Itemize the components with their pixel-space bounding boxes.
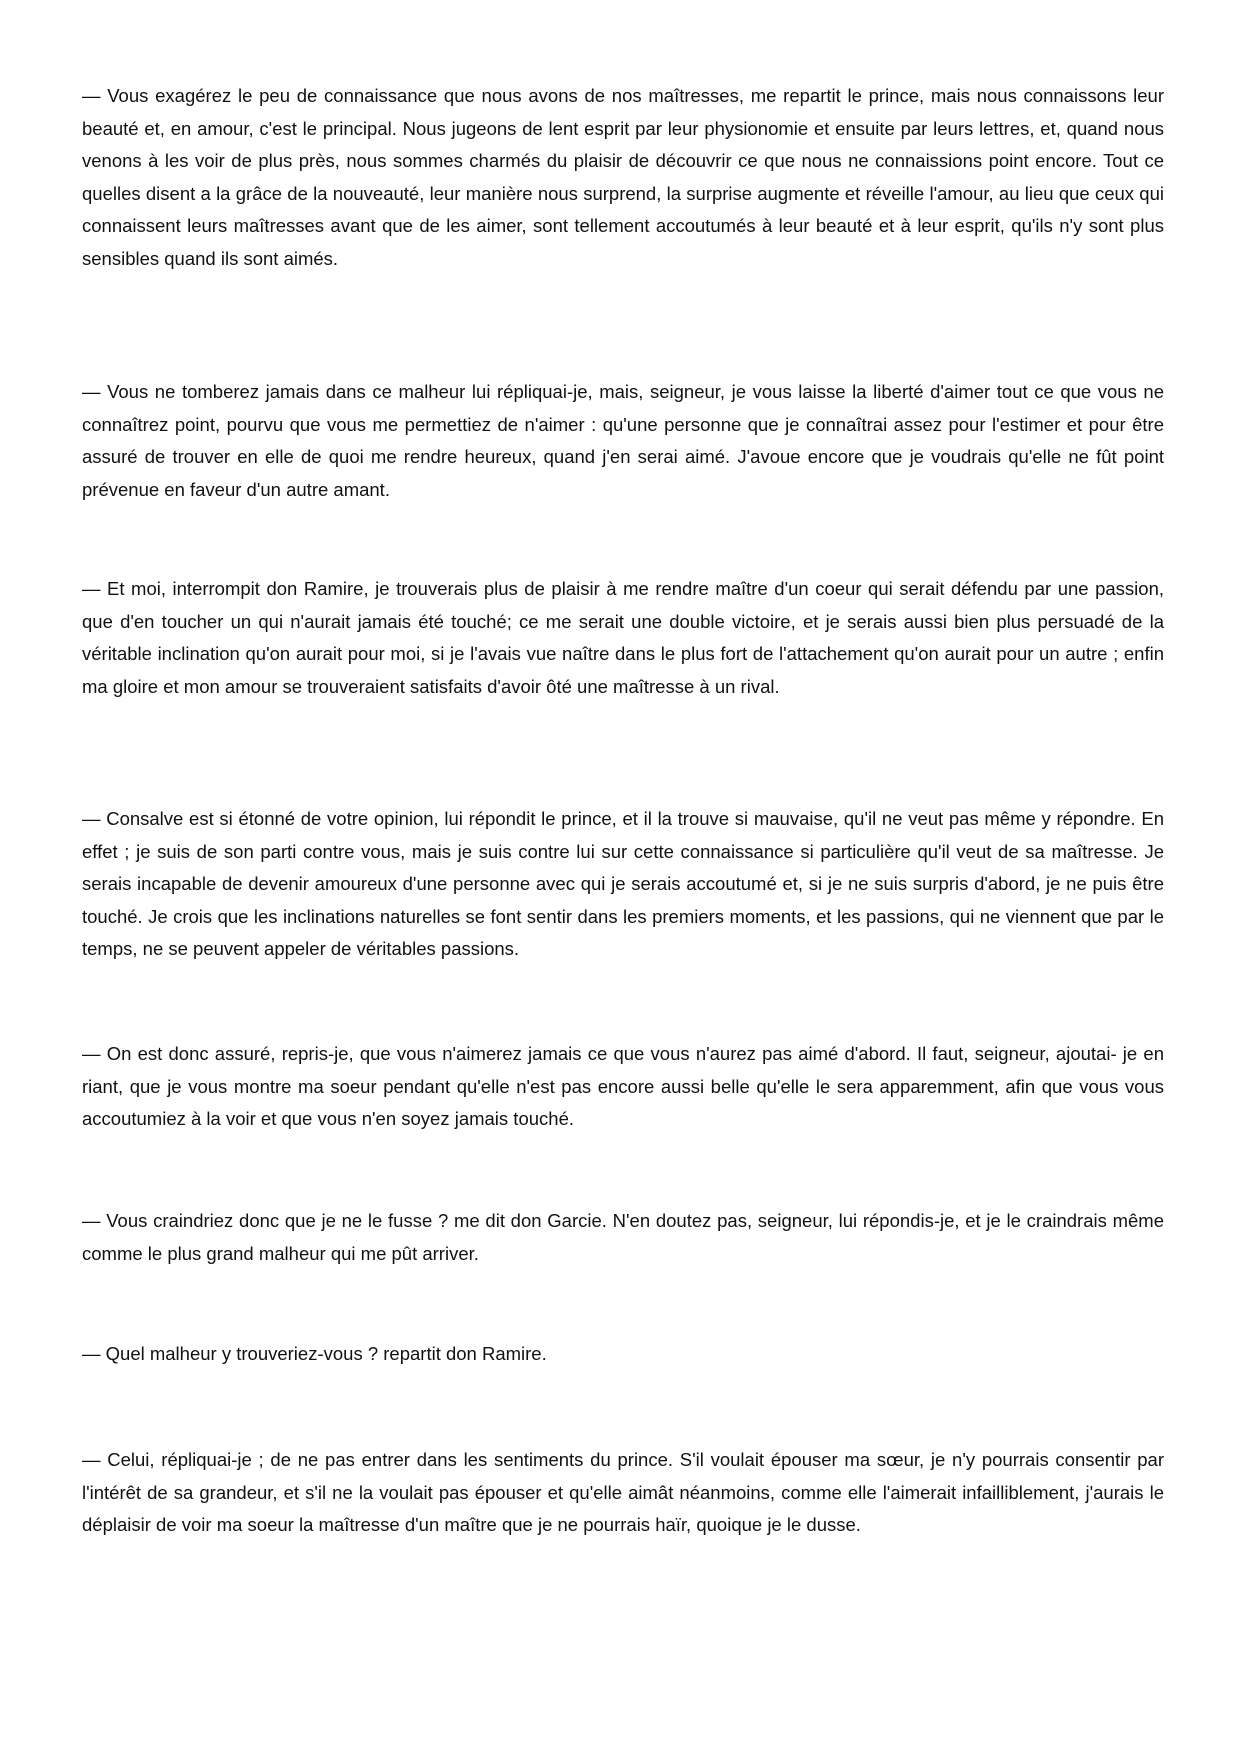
paragraph-5: — On est donc assuré, repris-je, que vous n'aimerez jamais ce que vous n'aurez pas aimé d'abord. Il faut, seigneur, ajoutai- je en riant, que je vous montre ma soeur pendant qu'elle n'est pas encore aussi belle qu'elle le sera apparemment, afin que vous vous accoutumiez à la voir et que vous n'en soyez jamais touché. <box>82 1043 1164 1129</box>
paragraph-3: — Et moi, interrompit don Ramire, je trouverais plus de plaisir à me rendre maître d'un coeur qui serait défendu par une passion, que d'en toucher un qui n'aurait jamais été touché; ce me serait une double victoire, et je serais aussi bien plus persuadé de la véritable inclination qu'on aurait pour moi, si je l'avais vue naître dans le plus fort de l'attachement qu'on aurait pour un autre ; enfin ma gloire et mon amour se trouveraient satisfaits d'avoir ôté une maîtresse à un rival. <box>82 578 1164 697</box>
paragraph-6: — Vous craindriez donc que je ne le fusse ? me dit don Garcie. N'en doutez pas, seigneur, lui répondis-je, et je le craindrais même comme le plus grand malheur qui me pût arriver. <box>82 1210 1164 1264</box>
paragraph-8: — Celui, répliquai-je ; de ne pas entrer dans les sentiments du prince. S'il voulait épouser ma sœur, je n'y pourrais consentir par l'intérêt de sa grandeur, et s'il ne la voulait pas épouser et qu'elle aimât néanmoins, comme elle l'aimerait infailliblement, j'aurais le déplaisir de voir ma soeur la maîtresse d'un maître que je ne pourrais haïr, quoique je le dusse. <box>82 1449 1164 1535</box>
paragraph-2: — Vous ne tomberez jamais dans ce malheur lui répliquai-je, mais, seigneur, je vous laisse la liberté d'aimer tout ce que vous ne connaîtrez point, pourvu que vous me permettiez de n'aimer : qu'une personne que je connaîtrai assez pour l'estimer et pour être assuré de trouver en elle de quoi me rendre heureux, quand j'en serai aimé. J'avoue encore que je voudrais qu'elle ne fût point prévenue en faveur d'un autre amant. <box>82 381 1164 500</box>
paragraph-7: — Quel malheur y trouveriez-vous ? repartit don Ramire. <box>82 1343 547 1364</box>
paragraph-1: — Vous exagérez le peu de connaissance que nous avons de nos maîtresses, me repartit le prince, mais nous connaissons leur beauté et, en amour, c'est le principal. Nous jugeons de lent esprit par leur physionomie et ensuite par leurs lettres, et, quand nous venons à les voir de plus près, nous sommes charmés du plaisir de découvrir ce que nous ne connaissions point encore. Tout ce quelles disent a la grâce de la nouveauté, leur manière nous surprend, la surprise augmente et réveille l'amour, au lieu que ceux qui connaissent leurs maîtresses avant que de les aimer, sont tellement accoutumés à leur beauté et à leur esprit, qu'ils n'y sont plus sensibles quand ils sont aimés. <box>82 85 1164 269</box>
paragraph-4: — Consalve est si étonné de votre opinion, lui répondit le prince, et il la trouve si mauvaise, qu'il ne veut pas même y répondre. En effet ; je suis de son parti contre vous, mais je suis contre lui sur cette connaissance si particulière qu'il veut de sa maîtresse. Je serais incapable de devenir amoureux d'une personne avec qui je serais accoutumé et, si je ne suis surpris d'abord, je ne puis être touché. Je crois que les inclinations naturelles se font sentir dans les premiers moments, et les passions, qui ne viennent que par le temps, ne se peuvent appeler de véritables passions. <box>82 808 1164 959</box>
